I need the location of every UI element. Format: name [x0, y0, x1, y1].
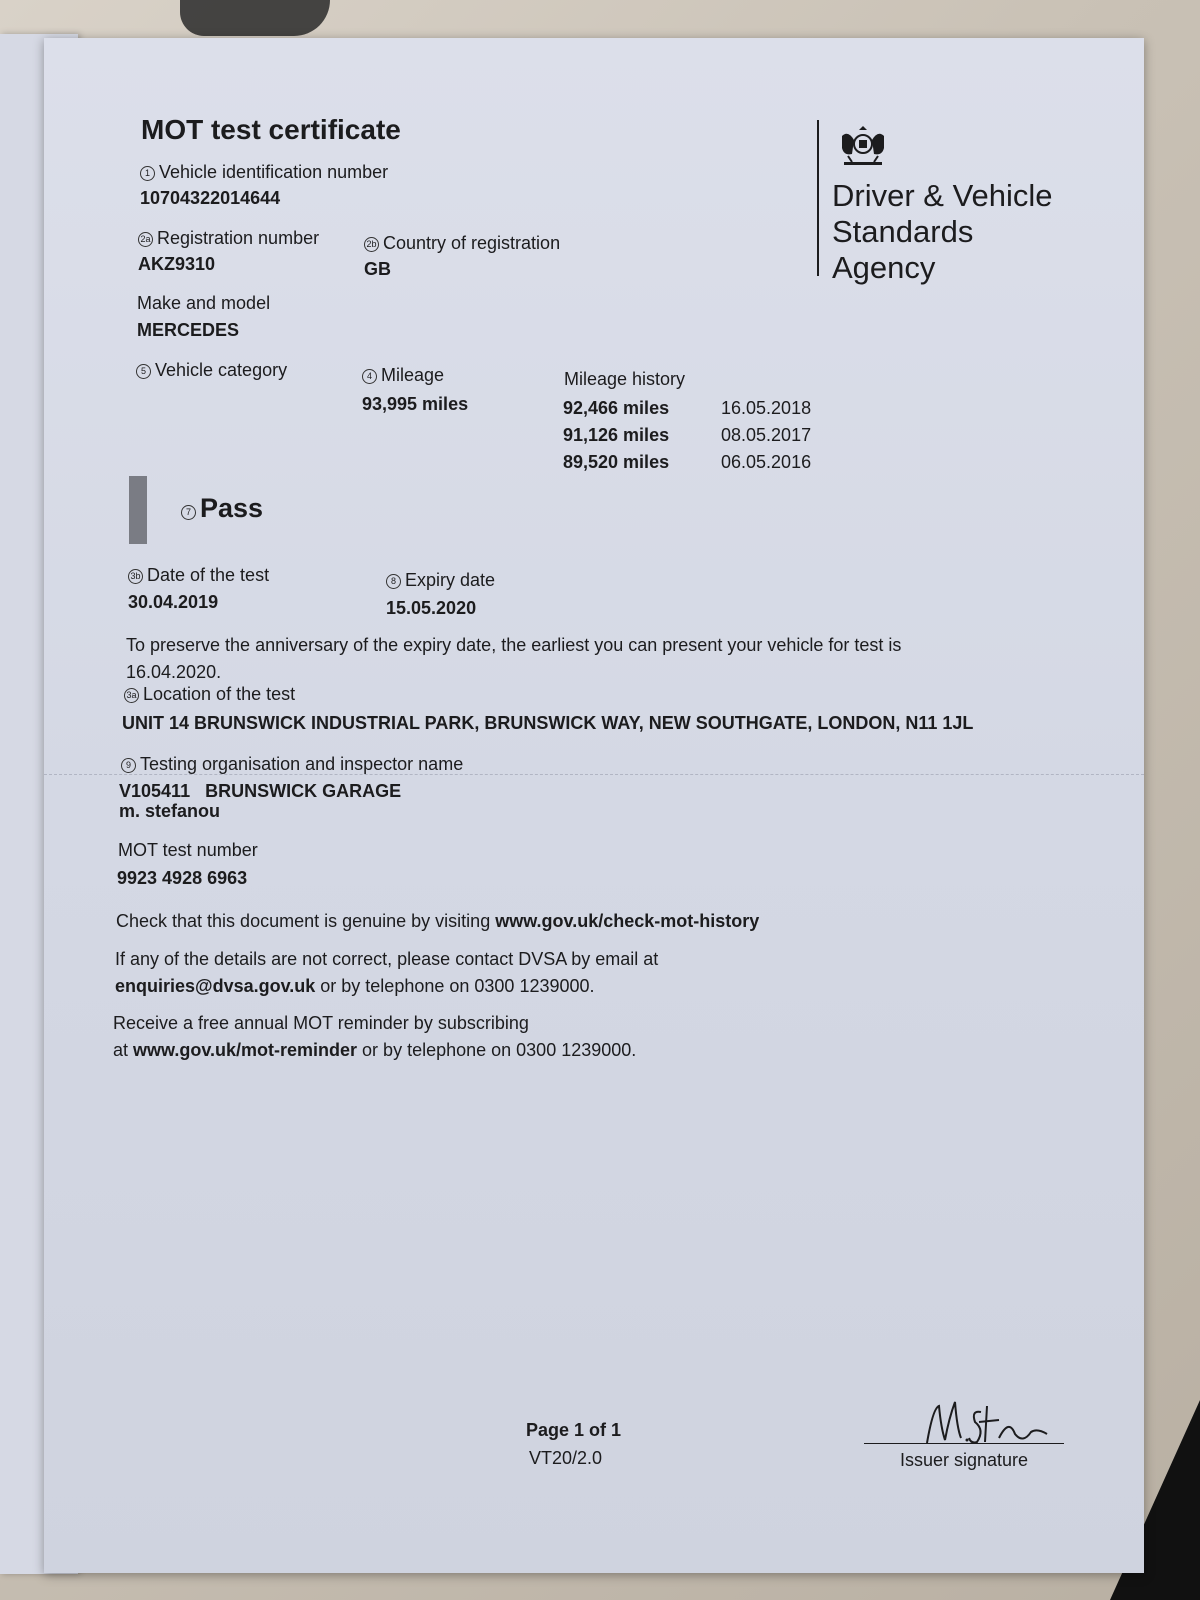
mileage-history-table [563, 395, 863, 476]
mileage-history-row: 89,520 miles 06.05.2016 [563, 452, 812, 472]
make-model-value: MERCEDES [137, 320, 240, 340]
mileage-value: 93,995 miles [362, 394, 469, 414]
test-date-label: 3b Date of the test [128, 565, 269, 586]
vin-label: 1 Vehicle identification number [140, 162, 388, 183]
royal-crest-icon [834, 122, 892, 172]
registration-label: 2a Registration number [138, 228, 319, 249]
reminder-text: Receive a free annual MOT reminder by subscribing at www.gov.uk/mot-reminder or by telephone on 0300 1239000. [113, 1013, 637, 1060]
vin-value: 10704322014644 [140, 188, 281, 208]
mileage-history-row: 92,466 miles 16.05.2018 [563, 398, 812, 418]
organisation-label: 9 Testing organisation and inspector name [121, 754, 463, 775]
certificate-page [44, 38, 1144, 1573]
test-number-label: MOT test number [118, 840, 258, 860]
agency-name: Driver & Vehicle Standards Agency [832, 178, 1053, 285]
mot-reminder-link[interactable]: www.gov.uk/mot-reminder [133, 1040, 358, 1060]
organisation-value: V105411 BRUNSWICK GARAGE [119, 781, 402, 801]
agency-divider [817, 120, 819, 276]
location-value: UNIT 14 BRUNSWICK INDUSTRIAL PARK, BRUNSWICK WAY, NEW SOUTHGATE, LONDON, N11 1JL [122, 713, 974, 733]
expiry-value: 15.05.2020 [386, 598, 477, 618]
form-code: VT20/2.0 [529, 1448, 603, 1468]
enquiries-email-link[interactable]: enquiries@dvsa.gov.uk [115, 976, 316, 996]
inspector-name: m. stefanou [119, 801, 221, 821]
country-value: GB [364, 259, 391, 279]
location-label: 3a Location of the test [124, 684, 295, 705]
registration-value: AKZ9310 [138, 254, 216, 274]
signature-label: Issuer signature [900, 1450, 1029, 1470]
page-number: Page 1 of 1 [526, 1420, 622, 1440]
category-label: 5 Vehicle category [136, 360, 287, 381]
mileage-label: 4 Mileage [362, 365, 444, 386]
country-label: 2b Country of registration [364, 233, 560, 254]
marble-background [180, 0, 330, 36]
make-model-label: Make and model [137, 293, 271, 313]
expiry-label: 8 Expiry date [386, 570, 495, 591]
test-date-value: 30.04.2019 [128, 592, 219, 612]
anniversary-note: To preserve the anniversary of the expiry date, the earliest you can present your vehicle for test is 16.04.2020. [126, 635, 902, 682]
mileage-history-row: 91,126 miles 08.05.2017 [563, 425, 812, 445]
test-number-value: 9923 4928 6963 [117, 868, 248, 888]
mileage-history-label: Mileage history [564, 369, 686, 389]
document-title: MOT test certificate [141, 114, 401, 145]
check-mot-history-link[interactable]: www.gov.uk/check-mot-history [495, 911, 760, 931]
result-marker [129, 476, 147, 544]
signature-line [864, 1443, 1064, 1444]
contact-text: If any of the details are not correct, please contact DVSA by email at enquiries@dvsa.gov.uk or by telephone on 0300 1239000. [115, 949, 659, 996]
test-result: 7 Pass [181, 493, 263, 524]
check-genuine-text: Check that this document is genuine by visiting www.gov.uk/check-mot-history [116, 911, 760, 931]
